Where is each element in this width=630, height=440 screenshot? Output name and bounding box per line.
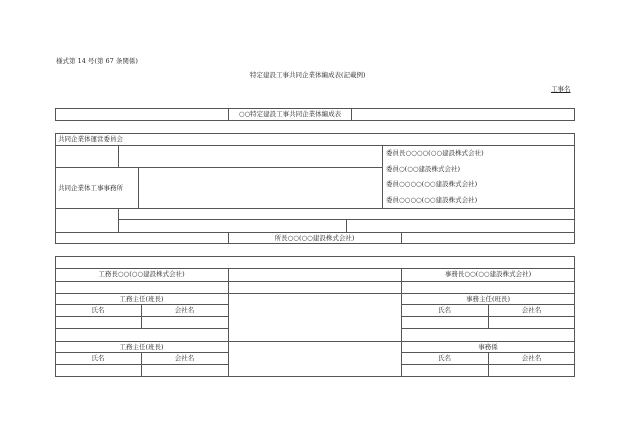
left-bottom-name-col: 氏名 [91, 354, 105, 362]
left-bottom-company-col: 会社名 [174, 354, 195, 362]
left-top-company-col: 会社名 [174, 306, 195, 314]
project-name-label: 工事名 [551, 85, 571, 93]
page-title: 特定建設工事共同企業体編成表(記載例) [250, 71, 366, 79]
committee-member-2: 委員○(○○建設株式会社) [386, 165, 461, 173]
committee-member-4: 委員○○○○(○○建設株式会社) [386, 196, 478, 204]
form-number: 様式第 14 号(第 67 条関係) [56, 57, 138, 65]
office-label: 共同企業体工事事務所 [58, 184, 123, 192]
right-bottom-head: 事務係 [478, 343, 498, 351]
right-top-name-col: 氏名 [438, 306, 451, 314]
right-top-company-col: 会社名 [521, 306, 542, 314]
committee-label: 共同企業体運営委員会 [58, 135, 123, 143]
left-bottom-head: 工務主任(班長) [119, 343, 164, 351]
office-manager: 事務長○○(○○建設株式会社) [444, 270, 532, 278]
left-top-name-col: 氏名 [91, 306, 105, 314]
committee-frame [55, 133, 575, 244]
left-top-head: 工務主任(班長) [119, 295, 164, 303]
construction-manager: 工務長○○(○○建設株式会社) [98, 270, 185, 278]
right-top-head: 事務主任(班長) [465, 295, 511, 303]
director-label: 所長○○(○○建設株式会社) [274, 234, 355, 242]
committee-member-3: 委員○○○○(○○建設株式会社) [386, 180, 478, 188]
formation-table-title: ○○特定建設工事共同企業体編成表 [238, 110, 342, 118]
right-bottom-company-col: 会社名 [521, 354, 542, 362]
committee-member-1: 委員長○○○○(○○建設株式会社) [386, 149, 484, 157]
right-bottom-name-col: 氏名 [438, 354, 451, 362]
